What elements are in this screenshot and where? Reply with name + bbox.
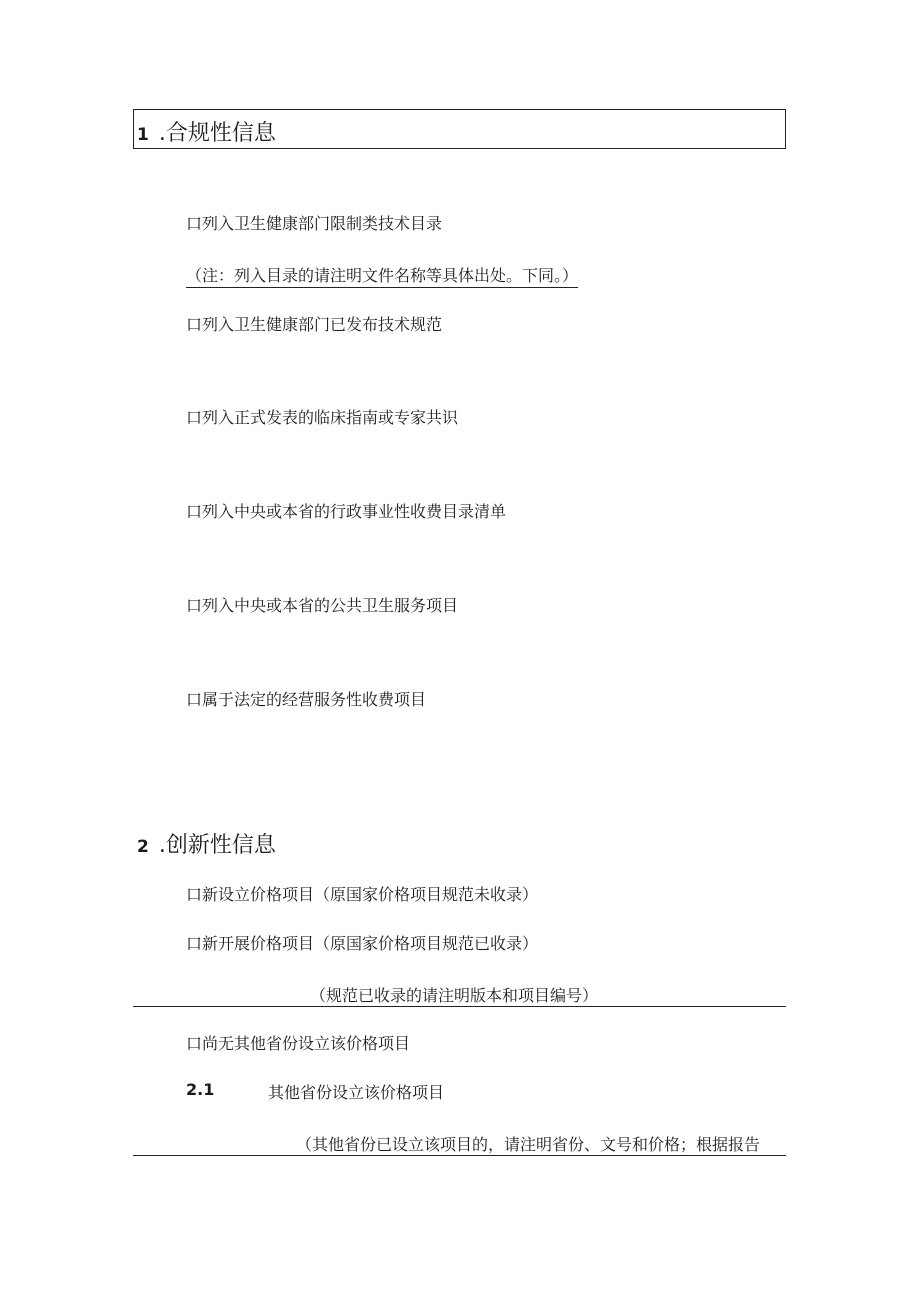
section-2-number: 2 [137,837,149,857]
checkbox-item-new-price-item[interactable]: 口新设立价格项目（原国家价格项目规范未收录） [186,885,539,904]
note-other-province: （其他省份已设立该项目的，请注明省份、文号和价格；根据报告 [296,1135,761,1154]
note-spec-version: （规范已收录的请注明版本和项目编号） [310,986,599,1005]
section-1-title [137,116,276,147]
subsection-2-1-label: 其他省份设立该价格项目 [268,1083,445,1102]
subsection-2-1-number: 2.1 [186,1080,215,1099]
underline-field-spec-version[interactable] [133,1006,786,1007]
section-1-title-text: .合规性信息 [158,121,276,146]
checkbox-item-admin-fee-catalog[interactable]: 口列入中央或本省的行政事业性收费目录清单 [186,502,507,521]
note-document-source [186,263,578,286]
underline-field-other-province[interactable] [133,1155,786,1156]
section-2-title [137,828,276,859]
checkbox-item-no-other-province[interactable]: 口尚无其他省份设立该价格项目 [186,1034,411,1053]
checkbox-item-clinical-guideline[interactable]: 口列入正式发表的临床指南或专家共识 [186,408,459,427]
section-1-number: 1 [137,125,149,145]
checkbox-item-statutory-service-fee[interactable]: 口属于法定的经营服务性收费项目 [186,690,427,709]
checkbox-item-restricted-tech-catalog[interactable]: 口列入卫生健康部门限制类技术目录 [186,214,443,233]
checkbox-item-new-launch-price-item[interactable]: 口新开展价格项目（原国家价格项目规范已收录） [186,934,539,953]
checkbox-item-public-health-service[interactable]: 口列入中央或本省的公共卫生服务项目 [186,596,459,615]
section-2-title-text: .创新性信息 [158,833,276,858]
note-text: （注：列入目录的请注明文件名称等具体出处。下同。） [186,266,578,288]
checkbox-item-published-tech-spec[interactable]: 口列入卫生健康部门已发布技术规范 [186,315,443,334]
